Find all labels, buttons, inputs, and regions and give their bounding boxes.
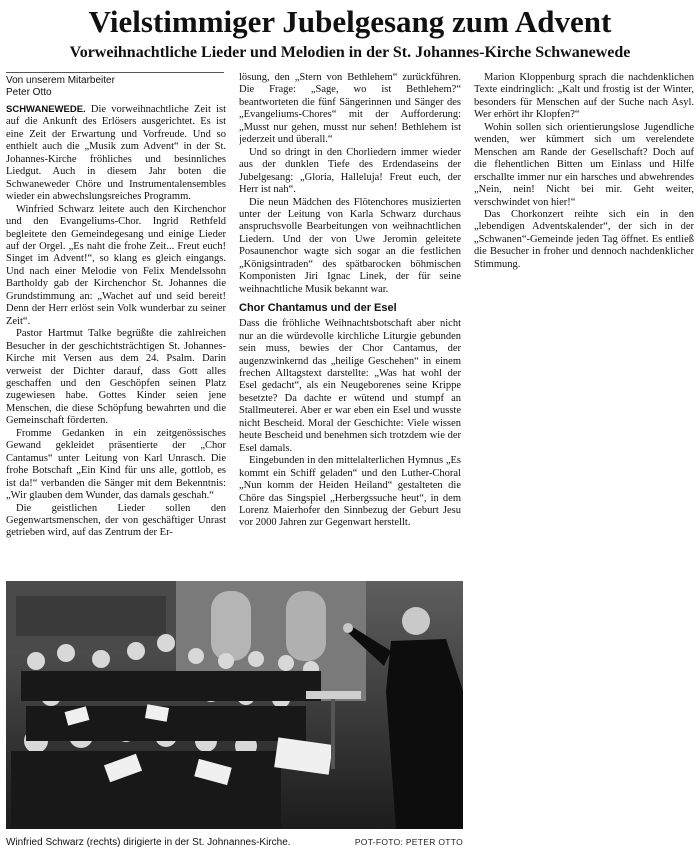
section-heading: Chor Chantamus und der Esel (239, 302, 397, 315)
paragraph (6, 104, 226, 204)
photo-caption-row (6, 832, 463, 852)
subheadline: Vorweihnachtliche Lieder und Melodien in der St. Johannes-Kirche Schwanewede (69, 44, 631, 61)
paragraph: Das Chorkonzert reihte sich ein in den „lebendigen Adventskalender“, der sich in der „Schwanen“-Gemeinde jeden Tag öffnet. Es entließ die Besucher in froher und dennoch nachdenklicher Stimmung. (474, 208, 694, 270)
byline-author: Peter Otto (6, 87, 52, 98)
paragraph: Und so dringt in den Chorliedern immer wieder aus der dunklen Tiefe des Erdendaseins der Jubelgesang: „Gloria, Halleluja! Freut euch, der Herr ist nah“. (239, 146, 461, 196)
headline: Vielstimmiger Jubelgesang zum Advent (88, 4, 612, 39)
paragraph: lösung, den „Stern von Bethlehem“ zurückführen. Die Frage: „Sage, wo ist Bethlehem?“ beantworteten die fünf Sängerinnen und Sänger des „Evangeliums-Chores“ mit der Aufforderung: „Musst nur gehen, musst nur sehen! Bethlehem ist jederzeit und überall.“ (239, 72, 461, 146)
paragraph: Eingebunden in den mittelalterlichen Hymnus „Es kommt ein Schiff geladen“ und den Luther-Choral „Nun komm der Heiden Heiland“ gestalteten die Chöre das Singspiel „Herbergssuche heut“, in dem Lorenz Maierhofer den Sinnbezug der Geburt Jesu vor 2000 Jahren zur Gegenwart herstellt. (239, 455, 461, 529)
article-column-1 (6, 104, 226, 574)
photo-caption: Winfried Schwarz (rechts) dirigierte in der St. Johnannes-Kirche. (6, 836, 291, 848)
byline-line-1: Von unserem Mitarbeiter (6, 75, 115, 86)
paragraph: Die geistlichen Lieder sollen den Gegenwartsmenschen, der von geschäftiger Unrast getrieben wird, auf das Zentrum der Er- (6, 502, 226, 539)
article-column-2 (239, 72, 461, 577)
photo-illustration (6, 581, 463, 829)
paragraph: Winfried Schwarz leitete auch den Kirchenchor und den Evangeliums-Chor. Ingrid Rethfeld begleitete den Gemeindegesang und einige Lieder auf der Orgel. „Es naht die frohe Zeit... Freut euch! Singet im Advent!“, so klang es gleich eingangs. Und nach einer Melodie von Felix Mendelssohn Bartholdy gab der Kirchenchor St. Johannes die Grundstimmung an: „Wachet auf und seid bereit! Denn der Herr erlöst sein Volk wunderbar zu seiner Zeit“. (6, 203, 226, 327)
paragraph-text: Die vorweihnachtliche Zeit ist auf die Ankunft des Erlösers ausgerichtet. Es ist eine Zeit der Erwartung und Vorfreude. Und so enthielt auch die „Musik zum Advent“ in der St. Johannes-Kirche fröhliches und besinnliches Liedgut. Auch in diesem Jahr boten die Schwaneweder Chöre und Instrumentalensembles wieder ein abwechslungsreiches Programm. (6, 104, 226, 203)
paragraph: Fromme Gedanken in ein zeitgenössisches Gewand gekleidet präsentierte der „Chor Cantamus“ unter Leitung von Karl Unrasch. Die frohe Botschaft „Ein Kind für uns alle, gottlob, es ist da!“ verbanden die Sänger mit dem Bekenntnis: „Wir glauben dem Wunder, das damals geschah.“ (6, 427, 226, 502)
photo-credit: POT-FOTO: PETER OTTO (354, 837, 463, 847)
article-column-3 (474, 72, 694, 312)
byline (6, 72, 226, 99)
paragraph: Dass die fröhliche Weihnachtsbotschaft aber nicht nur an die würdevolle kirchliche Liturgie gebunden sein muss, bewies der Chor Cantamus, der augenzwinkernd das „heilige Geschehen“ in einem frechen Alltagstext darstellte: „Was hat wohl der Esel gedacht“, als ein Neugeborenes seine Krippe besetzte? Da dachte er wütend und stumpf an Stallmeuterei. Aber er war eben ein Esel und wusste nicht Bescheid. Moral der Geschichte: Viele wissen heute Bescheid und benehmen sich trotzdem wie der Esel damals. (239, 318, 461, 454)
paragraph: Marion Kloppenburg sprach die nachdenklichen Texte eindringlich: „Kalt und frostig ist der Winter, besonders für Menschen auf der Suche nach Asyl. Wer erhört ihr Klopfen?“ (474, 72, 694, 121)
dateline: SCHWANEWEDE. (6, 104, 86, 115)
paragraph: Pastor Hartmut Talke begrüßte die zahlreichen Besucher in der geschichtsträchtigen St. Johannes-Kirche mit Versen aus dem 24. Psalm. Darin verweist der Dichter darauf, dass Gott alles geschaffen und den Geschöpfen seinen Platz zugewiesen habe. Gottes Kinder seien jene Menschen, die diese Schöpfung bewahrten und die Gemeinschaft förderten. (6, 328, 226, 427)
byline-rule (6, 72, 224, 73)
concert-photo (6, 581, 463, 829)
paragraph: Wohin sollen sich orientierungslose Jugendliche wenden, wer kümmert sich um verelendete Menschen am Rande der Gesellschaft? Doch auf die flehentlichen Bitten um Einlass und Hilfe erschallte immer nur ein harsches und abwehrendes „Nein, nein! Nicht bei mir. Geht weiter, verschwindet von hier!“ (474, 121, 694, 208)
paragraph: Die neun Mädchen des Flötenchores musizierten unter der Leitung von Karla Schwarz durchaus anspruchsvolle Bearbeitungen von weihnachtlichen Liedern. Und der von Uwe Jeromin geleitete Posaunenchor wagte sich sogar an die festlichen „Königsintraden“ des spätbarocken böhmischen Komponisten Jiri Ignac Linek, der für seine weihnachtliche Musik bekannt war. (239, 196, 461, 295)
